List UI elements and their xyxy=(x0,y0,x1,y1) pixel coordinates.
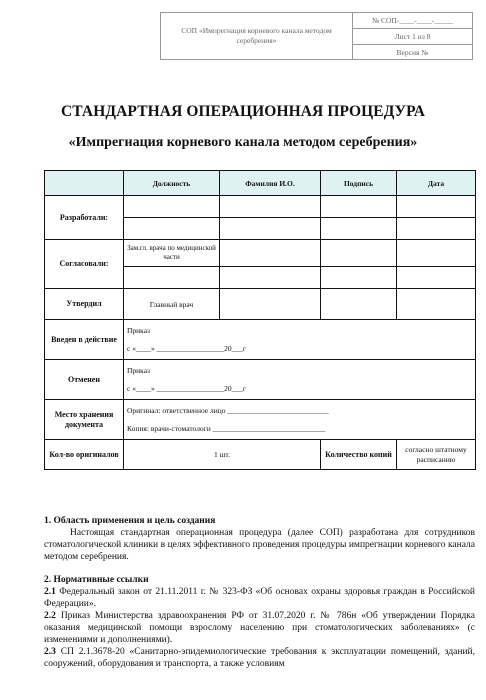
section-2-1-number: 2.1 xyxy=(44,587,56,597)
agreed-position-2 xyxy=(124,267,220,289)
section-1-title: 1. Область применения и цель создания xyxy=(44,516,216,526)
agreed-sign-2 xyxy=(321,267,397,289)
header-name: Фамилия И.О. xyxy=(220,171,321,196)
header-meta xyxy=(353,13,472,59)
table-corner xyxy=(45,171,124,196)
copies-value: согласно штатному расписанию xyxy=(397,440,476,470)
storage-copy: Копия: врачи-стоматологи ______________________________ xyxy=(127,423,326,433)
agreed-date-2 xyxy=(397,267,476,289)
storage-label: Место хранения документа xyxy=(45,400,124,440)
cancelled-order-label: Приказ xyxy=(127,365,151,375)
developed-sign-1 xyxy=(321,196,397,218)
cancelled-order-date: с «____» __________________20___г xyxy=(127,383,246,393)
section-1-text: Настоящая стандартная операционная процедура (далее СОП) разработана для сотрудников стоматологической клиники в целях эффективного проведения процедуры импрегнации корневого канала методом серебрения. xyxy=(44,528,475,562)
agreed-sign-1 xyxy=(321,240,397,267)
introduced-order-date: с «____» __________________20___г xyxy=(127,343,246,353)
copies-label: Количество копий xyxy=(321,440,397,470)
agreed-date-1 xyxy=(397,240,476,267)
originals-label: Кол-во оригиналов xyxy=(45,440,124,470)
agreed-position: Зам.гл. врача по медицинской части xyxy=(124,240,220,267)
developed-name-2 xyxy=(220,218,321,240)
section-2-1-text: Федеральный закон от 21.11.2011 г. № 323-ФЗ «Об основах охраны здоровья граждан в Российской Федерации». xyxy=(44,587,476,609)
section-2-2-text: Приказ Министерства здравоохранения РФ от 31.07.2020 г. № 786н «Об утверждении Порядка оказания медицинской помощи взрослому населению при стоматологических заболеваниях» (с изменениями и дополнениями). xyxy=(44,611,475,645)
agreed-name-1 xyxy=(220,240,321,267)
developed-date-1 xyxy=(397,196,476,218)
page-title: СТАНДАРТНАЯ ОПЕРАЦИОННАЯ ПРОЦЕДУРА xyxy=(60,103,426,120)
page-subtitle: «Импрегнация корневого канала методом серебрения» xyxy=(68,135,418,150)
cancelled-label: Отменен xyxy=(45,360,124,400)
approved-position: Главный врач xyxy=(124,289,220,320)
header-date: Дата xyxy=(397,171,476,196)
originals-value: 1 шт. xyxy=(124,440,321,470)
approval-table xyxy=(44,170,476,470)
developed-label: Разработали: xyxy=(45,196,124,240)
developed-date-2 xyxy=(397,218,476,240)
document-header xyxy=(160,12,473,60)
storage-info xyxy=(124,400,476,440)
approved-label: Утвердил xyxy=(45,289,124,320)
header-sheet: Лист 1 из 8 xyxy=(353,29,472,45)
header-position: Должность xyxy=(124,171,220,196)
introduced-label: Введен в действие xyxy=(45,320,124,360)
developed-position-2 xyxy=(124,218,220,240)
developed-sign-2 xyxy=(321,218,397,240)
header-signature: Подпись xyxy=(321,171,397,196)
introduced-order-label: Приказ xyxy=(127,325,151,335)
approved-name xyxy=(220,289,321,320)
cancelled-order xyxy=(124,360,476,400)
approved-date xyxy=(397,289,476,320)
header-sop-number: № СОП-____-____-_____ xyxy=(353,13,472,29)
storage-original: Оригинал: ответственное лицо ___________________________ xyxy=(127,405,329,415)
document-body xyxy=(44,515,475,670)
developed-position-1 xyxy=(124,196,220,218)
agreed-label: Согласовали: xyxy=(45,240,124,289)
developed-name-1 xyxy=(220,196,321,218)
section-2-3-number: 2.3 xyxy=(44,647,56,657)
approved-sign xyxy=(321,289,397,320)
section-2-1 xyxy=(44,586,475,610)
introduced-order xyxy=(124,320,476,360)
agreed-name-2 xyxy=(220,267,321,289)
header-sop-title: СОП «Импрегнация корневого канала методом серебрения» xyxy=(161,13,353,59)
section-2-3-text: СП 2.1.3678-20 «Санитарно-эпидемиологические требования к эксплуатации помещений, зданий, сооружений, оборудования и транспорта, а также условиям xyxy=(44,647,476,669)
section-2-title: 2. Нормативные ссылки xyxy=(44,575,149,585)
section-2-2-number: 2.2 xyxy=(44,611,56,621)
section-2-2 xyxy=(44,610,475,646)
header-version: Версия № xyxy=(396,48,429,57)
section-2-3 xyxy=(44,646,475,670)
